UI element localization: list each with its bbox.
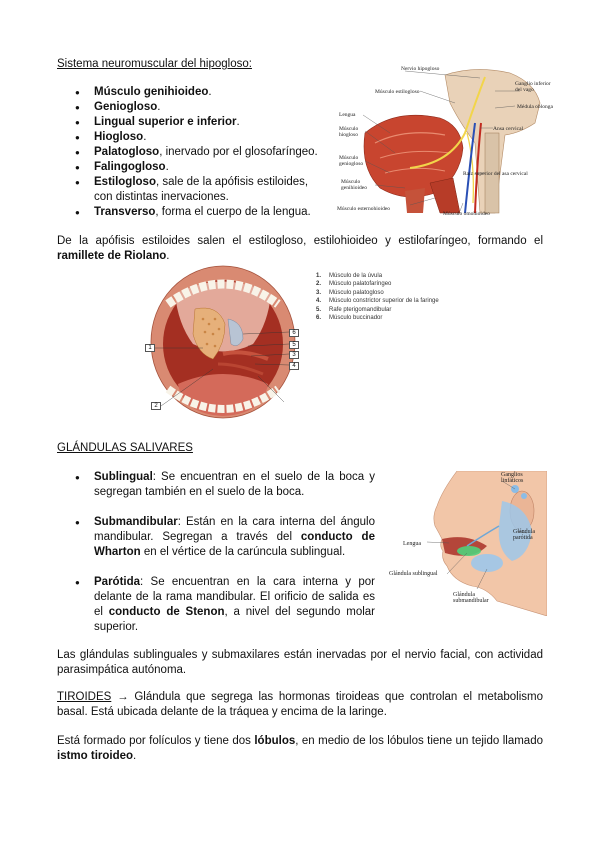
tiroides-paragraph: TIROIDES → Glándula que segrega las hormonas tiroideas que controlan el metabolismo basal. Está ubicada delante de la tráquea y encima de la laringe. (57, 691, 544, 718)
label-ansa-cervical: Ansa cervical (493, 126, 524, 132)
label-musculo-genihioideo: Músculo genihioideo (341, 179, 367, 191)
label-musculo-estilogloso: Músculo estilogloso (375, 89, 420, 95)
tiroides-lobulos-paragraph: Está formado por folículos y tiene dos lóbulos, en medio de los lóbulos tiene un tejido llamado istmo tiroideo. (57, 735, 543, 762)
legend-item: 6. Músculo buccinador (316, 315, 383, 322)
label-lengua: Lengua (339, 112, 356, 118)
list-item: ● Estilogloso, sale de la apófisis estiloides, con distintas inervaciones. (57, 175, 319, 205)
list-item: ● Hiogloso. (57, 130, 319, 145)
legend-item: 2. Músculo palatofaríngeo (316, 281, 392, 288)
callout-6: 6 (289, 329, 299, 337)
legend-item: 1. Músculo de la úvula (316, 273, 383, 279)
label-lengua-glandulas: Lengua (403, 541, 421, 547)
section-title-hipogloso: Sistema neuromuscular del hipogloso: (57, 58, 252, 70)
label-musculo-geniogloso: Músculo geniogloso (339, 155, 364, 167)
label-musculo-esternohioideo: Músculo esternohioideo (337, 206, 391, 212)
salivary-glands-figure (387, 471, 547, 616)
legend-item: 4. Músculo constrictor superior de la faringe (316, 298, 439, 305)
callout-1: 1 (145, 344, 155, 352)
callout-2: 2 (151, 402, 161, 410)
legend-item: 5. Rafe pterigomandibular (316, 306, 392, 313)
list-item-parotida: ● Parótida: Se encuentran en la cara interna y por delante de la rama mandibular. El orificio de salida es el conducto de Stenon, a nivel del segundo molar superior. (57, 575, 375, 635)
label-glandula-sublingual: Glándula sublingual (389, 571, 438, 577)
riolano-paragraph: De la apófisis estiloides salen el estilogloso, estilohioideo y estilofaríngeo, formando el ramillete de Riolano. (57, 235, 543, 262)
list-item-sublingual: ● Sublingual: Se encuentran en el suelo de la boca y segregan también en el suelo de la boca. (57, 470, 375, 500)
list-item-submandibular: ● Submandibular: Están en la cara interna del ángulo mandibular. Segregan a través del conducto de Wharton en el vértice de la carúncula sublingual. (57, 515, 375, 560)
list-item: ● Palatogloso, inervado por el glosofaríngeo. (57, 145, 319, 160)
legend-item: 3. Músculo palatogloso (316, 289, 384, 296)
callout-4: 4 (289, 362, 299, 370)
label-ganglio-inferior-vago: Ganglio inferior del vago (515, 81, 551, 93)
mouth-anatomy-illustration (143, 264, 305, 420)
label-ganglios-linfaticos: Ganglios linfáticos (501, 472, 524, 484)
tiroides-title: TIROIDES (57, 691, 112, 703)
label-glandula-submandibular: Glándula submandibular (453, 592, 489, 604)
list-item: ● Geniogloso. (57, 100, 319, 115)
label-raiz-superior-asa-cervical: Raíz superior del asa cervical (463, 171, 528, 177)
callout-5: 5 (289, 341, 299, 349)
list-item: ● Lingual superior e inferior. (57, 115, 319, 130)
mouth-legend (316, 272, 476, 322)
list-item: ● Falingogloso. (57, 160, 319, 175)
hipogloso-list (57, 85, 319, 220)
list-item: ● Transverso, forma el cuerpo de la lengua. (57, 205, 319, 220)
hipogloso-anatomy-figure (335, 63, 553, 223)
inervacion-paragraph: Las glándulas sublinguales y submaxilares están inervadas por el nervio facial, con actividad parasimpática autónoma. (57, 649, 543, 676)
label-glandula-parotida: Glándula parótida (513, 529, 535, 541)
list-item: ● Músculo genihioideo. (57, 85, 319, 100)
mouth-anatomy-figure (143, 264, 305, 420)
label-medula-oblonga: Médula oblonga (517, 104, 553, 110)
label-musculo-hiogloso: Músculo hiogloso (339, 126, 359, 138)
section-title-glandulas: GLÁNDULAS SALIVARES (57, 442, 193, 454)
label-nervio-hipogloso: Nervio hipogloso (401, 66, 440, 72)
glandulas-list (57, 470, 375, 635)
label-musculo-omohioideo: Músculo omohioideo (443, 211, 490, 217)
callout-3: 3 (289, 351, 299, 359)
